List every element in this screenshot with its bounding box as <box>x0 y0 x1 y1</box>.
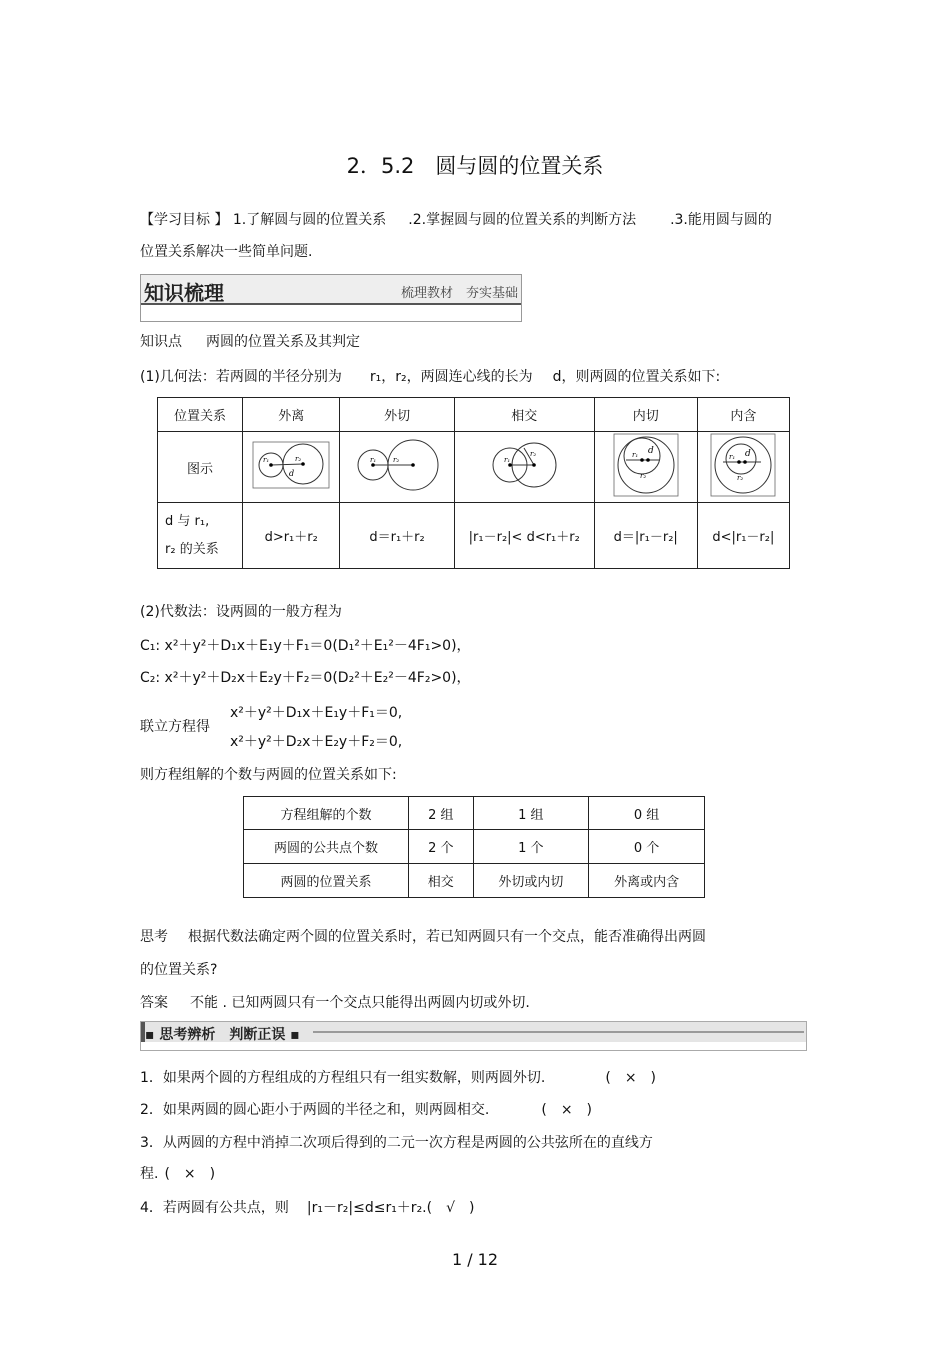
algebraic-intro: (2)代数法：设两圆的一般方程为 <box>140 604 342 620</box>
judgment-banner <box>140 1021 807 1051</box>
knowledge-banner <box>140 274 522 322</box>
table-row <box>244 864 705 898</box>
knowledge-point-label: 知识点 <box>140 334 182 350</box>
judgment-text: 2．如果两圆的圆心距小于两圆的半径之和，则两圆相交. <box>140 1102 490 1118</box>
relation-label-2: r₂ 的关系 <box>165 541 219 557</box>
table-cell: |r₁－r₂|< d<r₁＋r₂ <box>454 503 594 569</box>
svg-text:d: d <box>289 469 295 478</box>
answer-text: 不能 . 已知两圆只有一个交点只能得出两圆内切或外切. <box>190 995 530 1011</box>
table-header-cell: 外切 <box>340 398 454 432</box>
banner-text: ▪ 思考辨析 判断正误 ▪ <box>145 1027 300 1043</box>
geometric-method <box>140 368 720 386</box>
table-cell: d＝r₁＋r₂ <box>340 503 454 569</box>
solution-table <box>243 796 705 898</box>
figure-intersect <box>454 432 594 503</box>
svg-text:r₂: r₂ <box>639 472 646 480</box>
table-cell: 方程组解的个数 <box>244 797 409 830</box>
system-equation-2: x²＋y²＋D₂x＋E₂y＋F₂＝0, <box>230 734 403 750</box>
table-cell: d<|r₁－r₂| <box>697 503 789 569</box>
banner-rule <box>313 1031 804 1033</box>
table-row <box>244 830 705 864</box>
answer-label: 答案 <box>140 995 168 1011</box>
internal-tangent-figure <box>612 432 680 498</box>
table-header-cell: 位置关系 <box>158 398 243 432</box>
svg-text:r₂: r₂ <box>393 456 400 464</box>
judgment-mark: ( √ ) <box>426 1200 475 1216</box>
objective-1: 【学习目标 】 1.了解圆与圆的位置关系 <box>140 212 387 228</box>
table-cell: d＝|r₁－r₂| <box>594 503 697 569</box>
svg-text:r₁: r₁ <box>729 453 736 461</box>
geometric-a: (1)几何法：若两圆的半径分别为 <box>140 369 342 385</box>
judgment-item: 3．从两圆的方程中消掉二次项后得到的二元一次方程是两圆的公共弦所在的直线方 <box>140 1135 653 1151</box>
table-row <box>158 432 790 503</box>
circle-equation-c1: C₁: x²＋y²＋D₁x＋E₁y＋F₁＝0(D₁²＋E₁²－4F₁>0)， <box>140 638 471 654</box>
banner-title: 知识梳理 <box>144 281 224 305</box>
think-text: 根据代数法确定两个圆的位置关系时，若已知两圆只有一个交点，能否准确得出两圆 <box>188 929 706 945</box>
objectives-line2: 位置关系解决一些简单问题. <box>140 244 313 260</box>
table-header-cell: 相交 <box>454 398 594 432</box>
table-cell: 1 组 <box>473 797 589 830</box>
table-cell: 0 组 <box>589 797 705 830</box>
knowledge-point-text: 两圆的位置关系及其判定 <box>206 334 360 350</box>
objective-3: .3.能用圆与圆的 <box>670 212 772 228</box>
figure-internal-tangent <box>594 432 697 503</box>
knowledge-point <box>140 333 360 351</box>
table-cell: 外切或内切 <box>473 864 589 898</box>
banner-subtitle: 梳理教材 夯实基础 <box>400 286 518 301</box>
table-row <box>158 398 790 432</box>
separate-circles-figure <box>251 440 331 490</box>
judgment-item <box>140 1101 592 1119</box>
figure-external-tangent <box>340 432 454 503</box>
svg-text:d: d <box>745 449 752 459</box>
table-cell: 0 个 <box>589 830 705 864</box>
page-number: 1 / 12 <box>451 1250 499 1269</box>
geometric-b: r₁，r₂，两圆连心线的长为 <box>369 369 533 385</box>
figure-separate <box>242 432 339 503</box>
table-row <box>158 503 790 569</box>
containing-circles-figure <box>709 432 777 498</box>
judgment-item-cont <box>140 1165 215 1183</box>
combine-label: 联立方程得 <box>140 719 210 735</box>
external-tangent-figure <box>351 437 443 493</box>
svg-text:r₁: r₁ <box>370 456 377 464</box>
position-table <box>157 397 790 569</box>
judgment-text: 4．若两圆有公共点，则 <box>140 1200 289 1216</box>
geometric-c: d，则两圆的位置关系如下: <box>552 369 721 385</box>
answer <box>140 994 530 1012</box>
think-question-line2: 的位置关系? <box>140 962 218 978</box>
judgment-text: 1．如果两个圆的方程组成的方程组只有一组实数解，则两圆外切. <box>140 1070 546 1086</box>
table-cell: 外离或内含 <box>589 864 705 898</box>
circle-equation-c2: C₂: x²＋y²＋D₂x＋E₂y＋F₂＝0(D₂²＋E₂²－4F₂>0)， <box>140 670 471 686</box>
judgment-formula: |r₁－r₂|≤d≤r₁＋r₂. <box>306 1200 427 1216</box>
svg-text:r₁: r₁ <box>504 456 511 464</box>
banner-label: 思考辨析 判断正误 <box>159 1027 286 1043</box>
figure-contain <box>697 432 789 503</box>
table-cell: 图示 <box>158 432 243 503</box>
relation-label-1: d 与 r₁, <box>165 513 210 529</box>
judgment-mark: ( × ) <box>164 1166 216 1182</box>
intersecting-circles-figure <box>484 437 564 493</box>
objective-2: .2.掌握圆与圆的位置关系的判断方法 <box>408 212 637 228</box>
svg-text:r₁: r₁ <box>631 451 638 459</box>
svg-text:d: d <box>647 446 654 456</box>
judgment-text: 程. <box>140 1166 159 1182</box>
svg-text:r₂: r₂ <box>295 455 302 463</box>
page-title: 2．5.2 圆与圆的位置关系 <box>346 154 604 178</box>
judgment-mark: ( × ) <box>605 1070 657 1086</box>
think-label: 思考 <box>140 929 168 945</box>
table-header-cell: 内切 <box>594 398 697 432</box>
judgment-mark: ( × ) <box>541 1102 593 1118</box>
table-header-cell: 内含 <box>697 398 789 432</box>
table-cell <box>158 503 243 569</box>
svg-text:r₁: r₁ <box>263 456 270 464</box>
table-cell: 两圆的公共点个数 <box>244 830 409 864</box>
table-cell: 两圆的位置关系 <box>244 864 409 898</box>
table-cell: 2 组 <box>409 797 473 830</box>
objectives-line1 <box>140 211 772 229</box>
judgment-item <box>140 1199 475 1217</box>
svg-text:r₂: r₂ <box>530 450 537 458</box>
think-question <box>140 928 706 946</box>
table-cell: 相交 <box>409 864 473 898</box>
algebraic-then: 则方程组解的个数与两圆的位置关系如下: <box>140 767 397 783</box>
table-cell: 2 个 <box>409 830 473 864</box>
table-row <box>244 797 705 830</box>
table-cell: 1 个 <box>473 830 589 864</box>
table-header-cell: 外离 <box>242 398 339 432</box>
system-equation-1: x²＋y²＋D₁x＋E₁y＋F₁＝0, <box>230 705 403 721</box>
svg-text:r₂: r₂ <box>737 474 744 482</box>
judgment-item <box>140 1069 656 1087</box>
table-cell: d>r₁＋r₂ <box>242 503 339 569</box>
